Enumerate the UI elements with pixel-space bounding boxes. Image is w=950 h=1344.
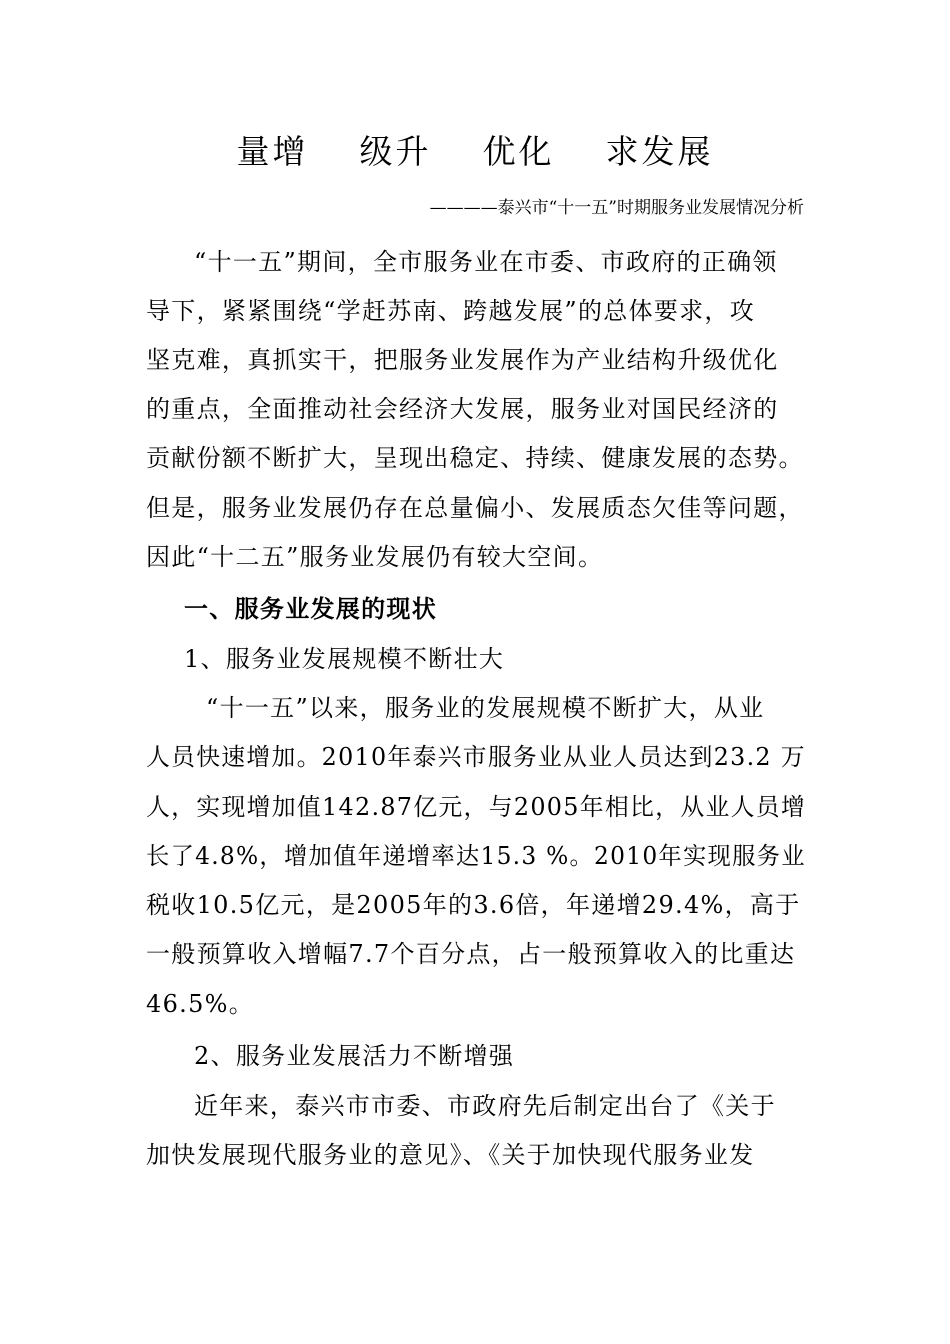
document-title: 量增 级升 优化 求发展 (236, 132, 714, 171)
text-line: 坚克难，真抓实干，把服务业发展作为产业结构升级优化 (146, 346, 779, 374)
text-line: 近年来，泰兴市市委、市政府先后制定出台了《关于 (194, 1092, 776, 1120)
text-line: 税收10.5亿元，是2005年的3.6倍，年递增29.4%，高于 (146, 891, 801, 919)
subsection-heading: 2、服务业发展活力不断增强 (194, 1042, 515, 1070)
text-line: 贡献份额不断扩大，呈现出稳定、持续、健康发展的态势。 (146, 444, 804, 472)
text-line: 导下，紧紧围绕“学赶苏南、跨越发展”的总体要求，攻 (146, 297, 756, 325)
document-subtitle: ————泰兴市“十一五”时期服务业发展情况分析 (429, 198, 804, 218)
text-line: 因此“十二五”服务业发展仍有较大空间。 (146, 543, 604, 571)
text-line: 加快发展现代服务业的意见》、《关于加快现代服务业发 (146, 1141, 755, 1169)
text-line: “十一五”期间，全市服务业在市委、市政府的正确领 (194, 248, 778, 276)
text-line: 长了4.8%，增加值年递增率达15.3 %。2010年实现服务业 (146, 842, 806, 870)
text-line: 人，实现增加值142.87亿元，与2005年相比，从业人员增 (146, 793, 807, 821)
text-line: “十一五”以来，服务业的发展规模不断扩大，从业 (206, 694, 765, 722)
subsection-heading: 1、服务业发展规模不断壮大 (184, 645, 505, 673)
text-line: 46.5%。 (146, 990, 255, 1018)
text-line: 的重点，全面推动社会经济大发展，服务业对国民经济的 (146, 395, 779, 423)
text-line: 人员快速增加。2010年泰兴市服务业从业人员达到23.2 万 (146, 743, 806, 771)
text-line: 但是，服务业发展仍存在总量偏小、发展质态欠佳等问题， (146, 494, 804, 522)
text-line: 一般预算收入增幅7.7个百分点，占一般预算收入的比重达 (146, 940, 796, 968)
section-heading: 一、服务业发展的现状 (184, 594, 437, 623)
